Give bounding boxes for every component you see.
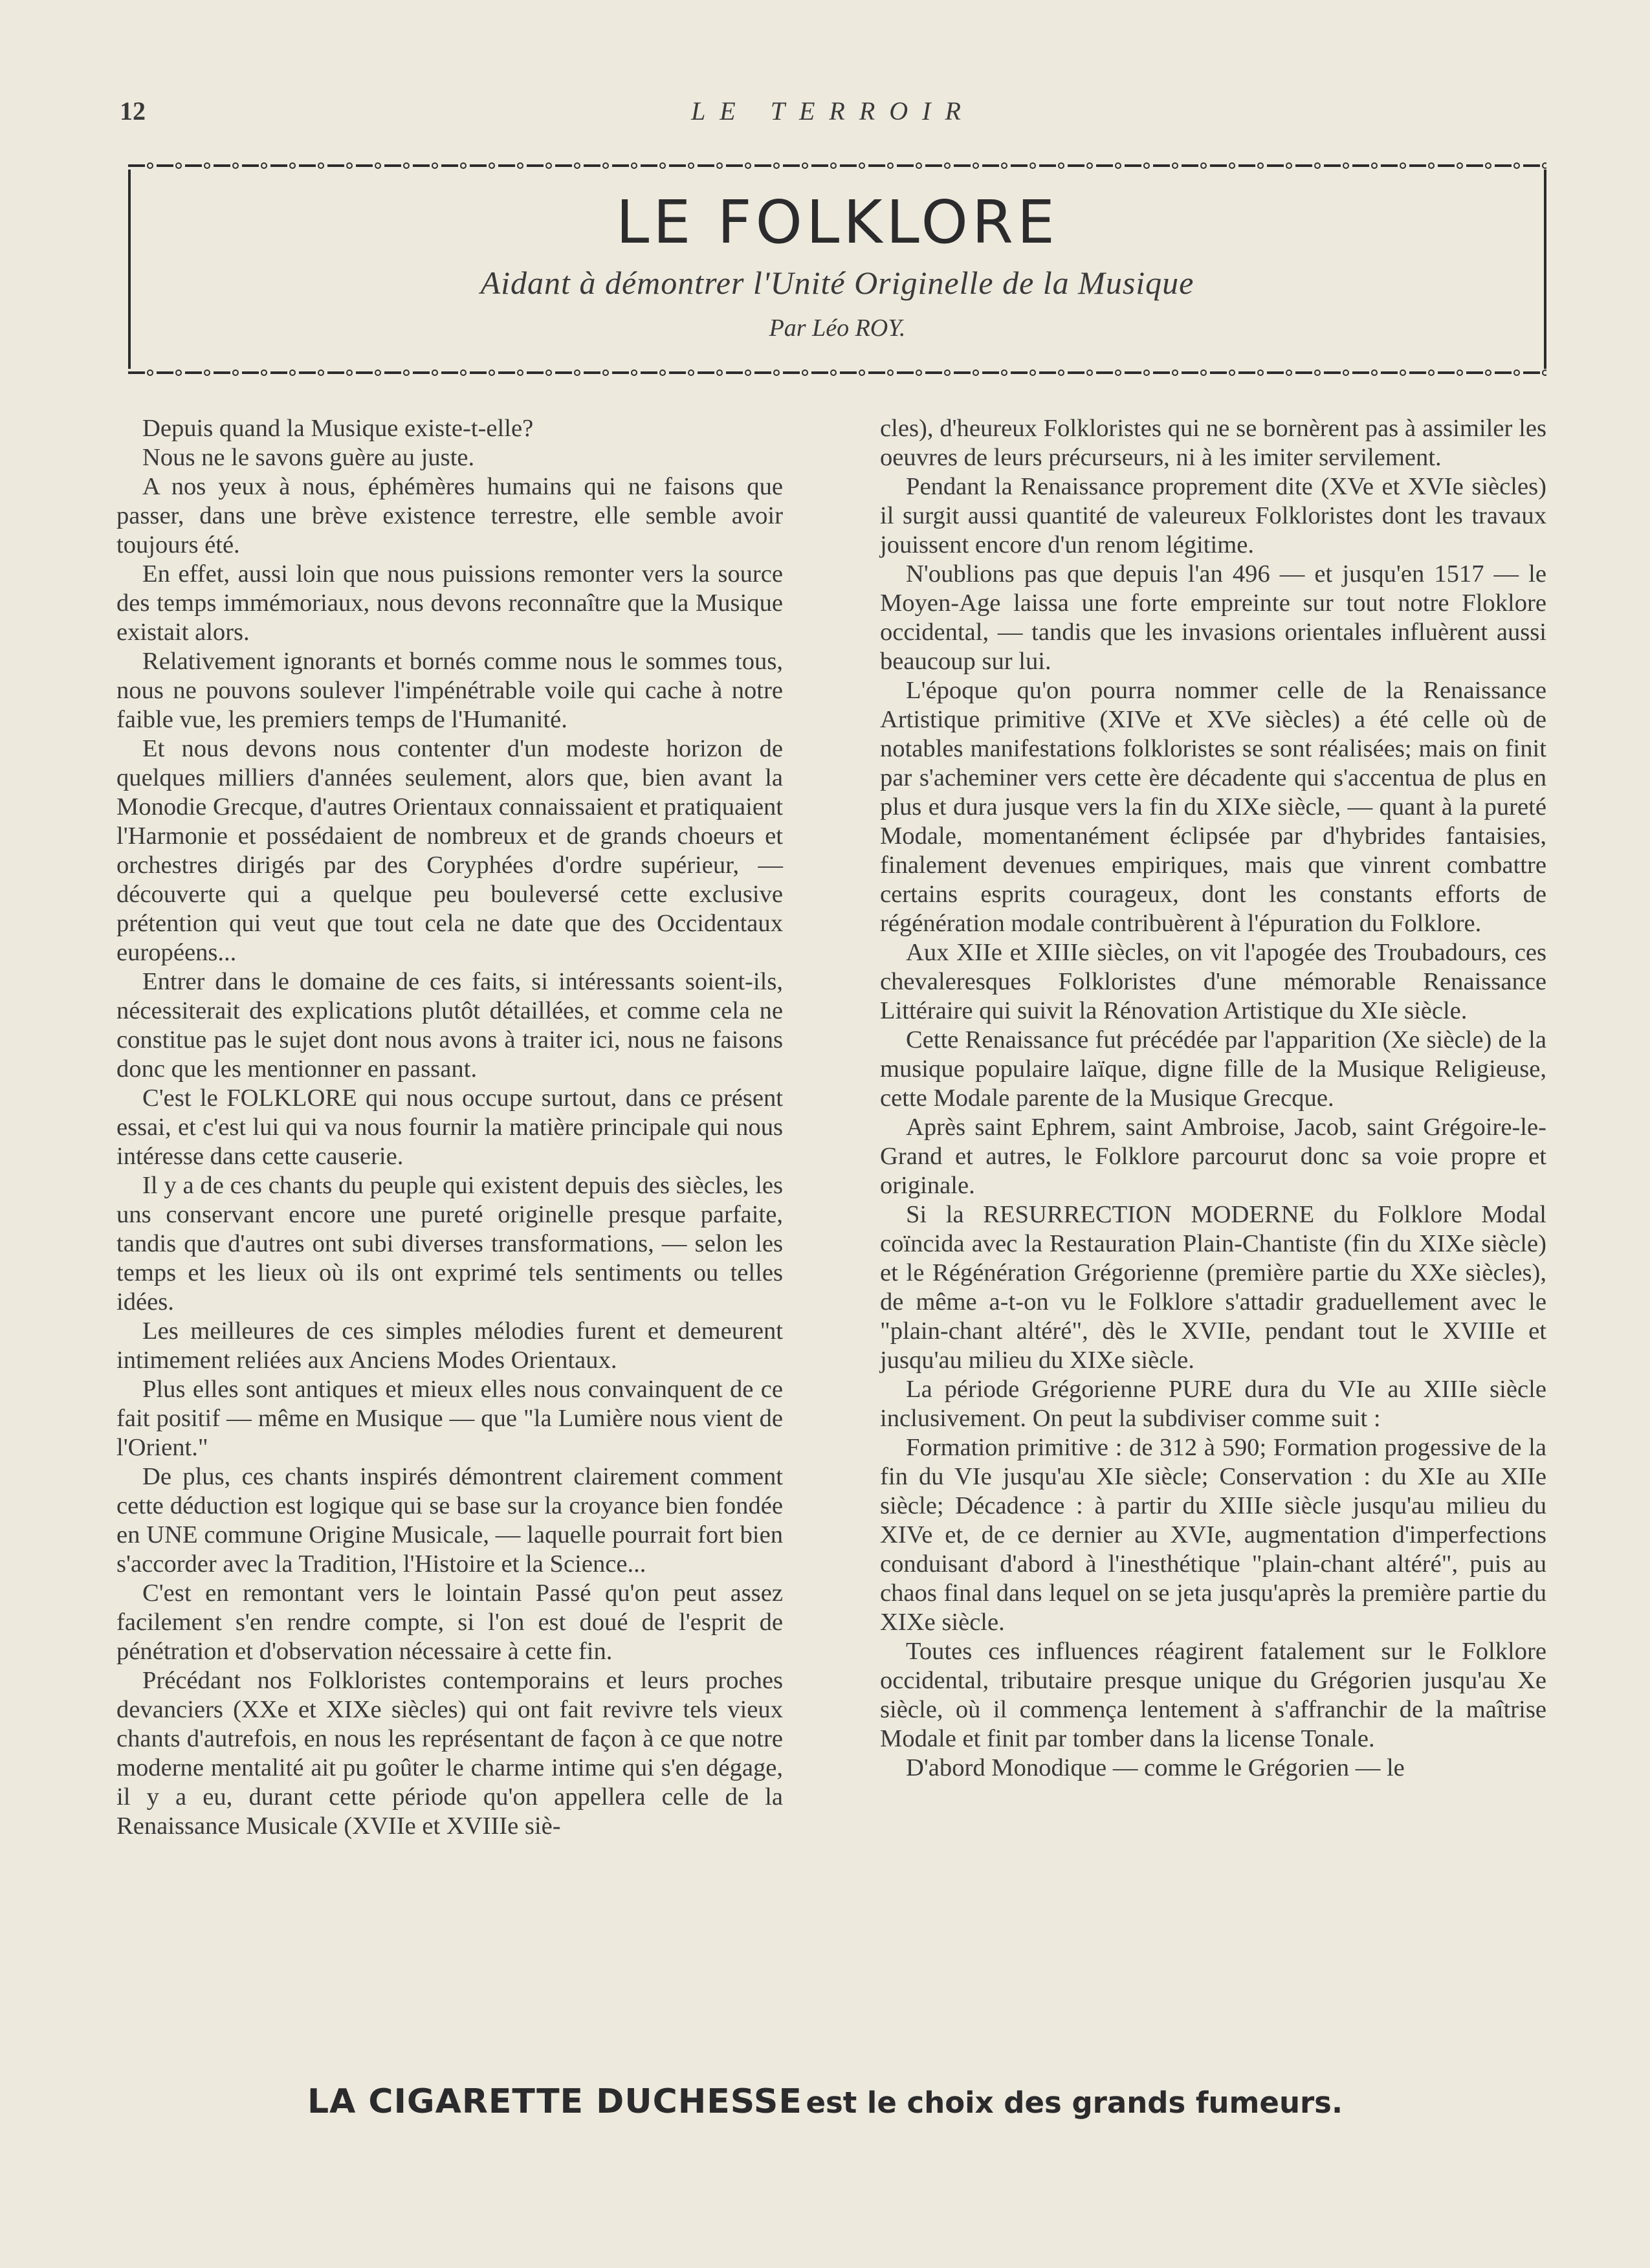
article-body	[116, 414, 1550, 2077]
paragraph: Les meilleures de ces simples mélodies furent et demeurent intimement reliées aux Anciens Modes Orientaux.	[116, 1317, 783, 1374]
running-head	[120, 96, 1546, 135]
paragraph: Et nous devons nous contenter d'un modeste horizon de quelques milliers d'années seulement, alors que, bien avant la Monodie Grecque, d'autres Orientaux connaissaient et pratiquaient l'Harmonie et possédaient de nombreux et de grands choeurs et orchestres dirigés par des Coryphées d'ordre supérieur, — découverte qui a quelque peu bouleversé cette exclusive prétention qui veut que tout cela ne date que des Occidentaux européens...	[116, 735, 783, 966]
paragraph: Plus elles sont antiques et mieux elles nous convainquent de ce fait positif — même en Musique — que "la Lumière nous vient de l'Orient."	[116, 1376, 783, 1461]
article-subtitle: Aidant à démontrer l'Unité Originelle de la Musique	[480, 265, 1194, 301]
title-box	[128, 162, 1546, 377]
article-byline: Par Léo ROY.	[769, 314, 906, 342]
paragraph: C'est en remontant vers le lointain Passé qu'on peut assez facilement s'en rendre compte, si l'on est doué de l'esprit de pénétration et d'observation nécessaire à cette fin.	[116, 1580, 783, 1665]
ornamental-rule-bottom	[128, 369, 1546, 377]
paragraph: Toutes ces influences réagirent fatalement sur le Folklore occidental, tributaire presque unique du Grégorien jusqu'au Xe siècle, où il commença lentement à s'affranchir de la maîtrise Modale et finit par tomber dans la license Tonale.	[880, 1638, 1546, 1752]
paragraph: Depuis quand la Musique existe-t-elle?	[142, 415, 534, 442]
paragraph: Nous ne le savons guère au juste.	[142, 444, 475, 471]
paragraph: De plus, ces chants inspirés démontrent clairement comment cette déduction est logique qui se base sur la croyance bien fondée en UNE commune Origine Musicale, — laquelle pourrait fort bien s'accorder avec la Tradition, l'Histoire et la Science...	[116, 1463, 783, 1578]
paragraph: Après saint Ephrem, saint Ambroise, Jacob, saint Grégoire-le-Grand et autres, le Folklore parcourut donc sa voie propre et originale.	[880, 1114, 1546, 1199]
paragraph: Aux XIIe et XIIIe siècles, on vit l'apogée des Troubadours, ces chevaleresques Folkloristes d'une mémorable Renaissance Littéraire qui suivit la Rénovation Artistique du XIe siècle.	[880, 939, 1546, 1024]
right-column	[880, 414, 1546, 1783]
paragraph: Il y a de ces chants du peuple qui existent depuis des siècles, les uns conservant encore une pureté originelle presque parfaite, tandis que d'autres ont subi diverses transformations, — selon les temps et les lieux où ils ont exprimé tels sentiments ou telles idées.	[116, 1172, 783, 1316]
paragraph: En effet, aussi loin que nous puissions remonter vers la source des temps immémoriaux, nous devons reconnaître que la Musique existait alors.	[116, 560, 783, 646]
paragraph: L'époque qu'on pourra nommer celle de la Renaissance Artistique primitive (XIVe et XVe siècles) a été celle où de notables manifestations folkloristes se sont réalisées; mais on finit par s'acheminer vers cette ère décadente qui s'accentua de plus en plus et dura jusque vers la fin du XIXe siècle, — quant à la pureté Modale, momentanément éclipsée par d'hybrides fantaisies, finalement devenues empiriques, mais que vinrent combattre certains esprits courageux, dont les constants efforts de régénération modale contribuèrent à l'épuration du Folklore.	[880, 677, 1546, 937]
paragraph-continuation: cles), d'heureux Folkloristes qui ne se bornèrent pas à assimiler les oeuvres de leurs précurseurs, ni à les imiter servilement.	[880, 415, 1546, 471]
paragraph: C'est le FOLKLORE qui nous occupe surtout, dans ce présent essai, et c'est lui qui va nous fournir la matière principale qui nous intéresse dans cette causerie.	[116, 1084, 783, 1170]
advertisement-footer	[0, 2082, 1650, 2121]
paragraph: Cette Renaissance fut précédée par l'apparition (Xe siècle) de la musique populaire laïque, digne fille de la Musique Religieuse, cette Modale parente de la Musique Grecque.	[880, 1026, 1546, 1112]
paragraph: D'abord Monodique — comme le Grégorien — le	[906, 1754, 1405, 1781]
paragraph: N'oublions pas que depuis l'an 496 — et jusqu'en 1517 — le Moyen-Age laissa une forte empreinte sur tout notre Floklore occidental, — tandis que les invasions orientales influèrent aussi beaucoup sur lui.	[880, 560, 1546, 675]
paragraph: Si la RESURRECTION MODERNE du Folklore Modal coïncida avec la Restauration Plain-Chantiste (fin du XIXe siècle) et le Régénération Grégorienne (première partie du XXe siècles), de même a-t-on vu le Folklore s'attadir graduellement avec le "plain-chant altéré", dès le XVIIe, pendant tout le XVIIIe et jusqu'au milieu du XIXe siècle.	[880, 1201, 1546, 1374]
journal-title: LE TERROIR	[691, 96, 975, 126]
paragraph: Entrer dans le domaine de ces faits, si intéressants soient-ils, nécessiterait des explications plutôt détaillées, et comme cela ne constitue pas le sujet dont nous avons à traiter ici, nous ne faisons donc que les mentionner en passant.	[116, 968, 783, 1083]
ad-brand: LA CIGARETTE DUCHESSE	[307, 2082, 802, 2121]
ad-text: est le choix des grands fumeurs.	[806, 2086, 1343, 2120]
paragraph: A nos yeux à nous, éphémères humains qui ne faisons que passer, dans une brève existence terrestre, elle semble avoir toujours été.	[116, 473, 783, 558]
left-column	[116, 414, 783, 1841]
paragraph: Relativement ignorants et bornés comme nous le sommes tous, nous ne pouvons soulever l'impénétrable voile qui cache à notre faible vue, les premiers temps de l'Humanité.	[116, 648, 783, 733]
page-number: 12	[120, 96, 146, 126]
ornamental-rule-top	[128, 162, 1546, 170]
paragraph: La période Grégorienne PURE dura du VIe au XIIIe siècle inclusivement. On peut la subdiviser comme suit :	[880, 1376, 1546, 1432]
paragraph: Précédant nos Folkloristes contemporains et leurs proches devanciers (XXe et XIXe siècles) qui ont fait revivre tels vieux chants d'autrefois, en nous les représentant de façon à ce que notre moderne mentalité ait pu goûter le charme intime qui s'en dégage, il y a eu, durant cette période qu'on appellera celle de la Renaissance Musicale (XVIIe et XVIIIe siè-	[116, 1667, 783, 1840]
paragraph: Formation primitive : de 312 à 590; Formation progessive de la fin du VIe jusqu'au XIe siècle; Conservation : du XIe au XIIe siècle; Décadence : à partir du XIIIe siècle jusqu'au milieu du XIVe et, de ce dernier au XVIe, augmentation d'imperfections conduisant d'abord à l'inesthétique "plain-chant altéré", puis au chaos final dans lequel on se jeta jusqu'après la première partie du XIXe siècle.	[880, 1434, 1546, 1636]
article-title: LE FOLKLORE	[616, 188, 1059, 257]
paragraph: Pendant la Renaissance proprement dite (XVe et XVIe siècles) il surgit aussi quantité de valeureux Folkloristes dont les travaux jouissent encore d'un renom légitime.	[880, 473, 1546, 558]
